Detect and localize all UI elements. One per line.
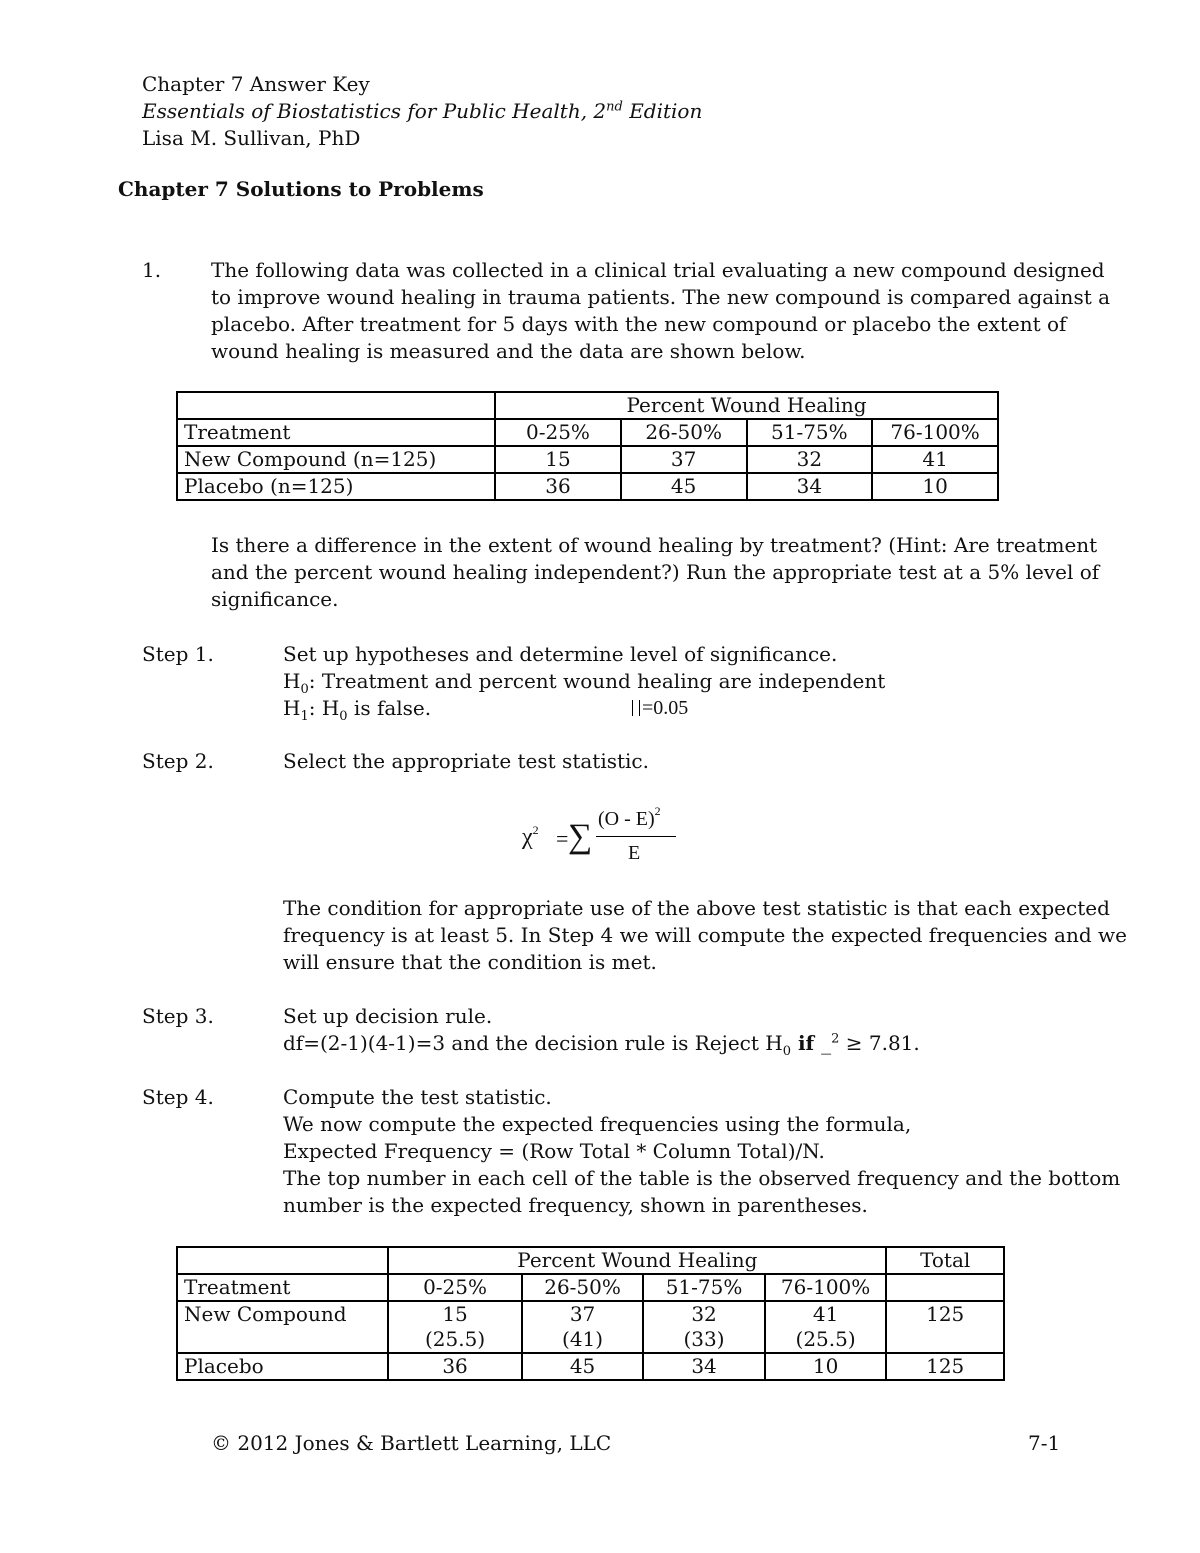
header-author: Lisa M. Sullivan, PhD: [142, 126, 361, 150]
data-table-2: [176, 1246, 1005, 1381]
table2-cell: 15 (25.5): [388, 1301, 522, 1353]
table1-row-label: Placebo (n=125): [177, 473, 495, 500]
table2-cell: 37 (41): [522, 1301, 643, 1353]
header-title: Chapter 7 Answer Key: [142, 72, 370, 96]
table-row: [177, 1247, 1004, 1274]
question-line: Is there a difference in the extent of wound healing by treatment? (Hint: Are treatment: [211, 533, 1098, 557]
step4-line: Expected Frequency = (Row Total * Column Total)/N.: [283, 1139, 825, 1163]
step4-line: The top number in each cell of the table is the observed frequency and the bottom: [283, 1166, 1121, 1190]
table1-col: 0-25%: [495, 419, 621, 446]
table2-col: 51-75%: [643, 1274, 764, 1301]
step1-body: [283, 641, 885, 722]
table1-cell: 34: [747, 473, 873, 500]
formula-chi: $\chi^2$: [522, 823, 539, 850]
intro-line: to improve wound healing in trauma patients. The new compound is compared against a: [211, 285, 1111, 309]
problem-intro: [211, 257, 1110, 365]
intro-line: placebo. After treatment for 5 days with the new compound or placebo the extent of: [211, 312, 1067, 336]
footer-page-number: 7-1: [1028, 1431, 1061, 1455]
table2-col: 76-100%: [765, 1274, 887, 1301]
table-row: [177, 446, 998, 473]
formula-equals: =: [556, 826, 569, 851]
alpha-level: =0.05: [632, 695, 688, 722]
table1-cell: 10: [872, 473, 998, 500]
table-row: [177, 1274, 1004, 1301]
table2-row-header: Treatment: [177, 1274, 388, 1301]
step3-label: Step 3.: [142, 1004, 214, 1028]
table1-cell: 36: [495, 473, 621, 500]
table2-cell: 45: [522, 1353, 643, 1380]
table1-row-header: Treatment: [177, 419, 495, 446]
header-book-title: Essentials of Biostatistics for Public Health, 2nd Edition: [142, 99, 703, 123]
table1-row-label: New Compound (n=125): [177, 446, 495, 473]
formula-numerator: (O - E)$^2$: [598, 804, 661, 830]
table1-col: 26-50%: [621, 419, 747, 446]
table2-group-header: Percent Wound Healing: [388, 1247, 886, 1274]
fraction-bar: [596, 836, 676, 837]
step4-line: Compute the test statistic.: [283, 1085, 552, 1109]
table1-group-header: Percent Wound Healing: [495, 392, 998, 419]
table2-cell: 36: [388, 1353, 522, 1380]
step1-line: Set up hypotheses and determine level of significance.: [283, 642, 838, 666]
table1-col: 76-100%: [872, 419, 998, 446]
section-title: Chapter 7 Solutions to Problems: [118, 177, 484, 201]
question-line: significance.: [211, 587, 339, 611]
table-row: [177, 419, 998, 446]
problem-number: 1.: [142, 258, 162, 282]
table-row: [177, 1301, 1004, 1353]
table2-cell: 41 (25.5): [765, 1301, 887, 1353]
table2-total-cell: 125: [886, 1301, 1004, 1353]
table1-cell: 32: [747, 446, 873, 473]
step4-body: [283, 1084, 1120, 1219]
table2-col: 26-50%: [522, 1274, 643, 1301]
table1-cell: 45: [621, 473, 747, 500]
step4-line: number is the expected frequency, shown in parentheses.: [283, 1193, 868, 1217]
table2-col: 0-25%: [388, 1274, 522, 1301]
condition-line: frequency is at least 5. In Step 4 we will compute the expected frequencies and we: [283, 923, 1127, 947]
table2-cell: 32 (33): [643, 1301, 764, 1353]
table-row: [177, 392, 998, 419]
h1-hypothesis: $H_1$: $H_0$ is false.: [283, 696, 432, 724]
step2-label: Step 2.: [142, 749, 214, 773]
table2-total-header: Total: [886, 1247, 1004, 1274]
h0-hypothesis: $H_0$: Treatment and percent wound healing are independent: [283, 669, 886, 697]
footer-copyright: © 2012 Jones & Bartlett Learning, LLC: [211, 1431, 612, 1455]
problem-question: [211, 532, 1099, 613]
missing-glyph-icon: [632, 700, 640, 716]
condition-line: The condition for appropriate use of the above test statistic is that each expected: [283, 896, 1110, 920]
decision-rule: df=(2-1)(4-1)=3 and the decision rule is Reject $H_0$ if _$^2$ ≥ 7.81.: [283, 1031, 920, 1059]
table2-row-label: Placebo: [177, 1353, 388, 1380]
table1-cell: 37: [621, 446, 747, 473]
table-row: [177, 473, 998, 500]
table1-cell: 15: [495, 446, 621, 473]
step3-body: [283, 1003, 920, 1057]
table2-row-label: New Compound: [177, 1301, 388, 1353]
step3-line: Set up decision rule.: [283, 1004, 493, 1028]
table-row: [177, 1353, 1004, 1380]
table1-cell: 41: [872, 446, 998, 473]
formula-sum-symbol: ∑: [568, 818, 593, 855]
step2-condition: [283, 895, 1127, 976]
table1-col: 51-75%: [747, 419, 873, 446]
step2-line: Select the appropriate test statistic.: [283, 749, 649, 773]
condition-line: will ensure that the condition is met.: [283, 950, 657, 974]
data-table-1: [176, 391, 999, 501]
intro-line: wound healing is measured and the data are shown below.: [211, 339, 806, 363]
formula-denominator: E: [628, 842, 641, 864]
table2-cell: 34: [643, 1353, 764, 1380]
table2-cell: 10: [765, 1353, 887, 1380]
step4-line: We now compute the expected frequencies using the formula,: [283, 1112, 912, 1136]
step1-label: Step 1.: [142, 642, 214, 666]
question-line: and the percent wound healing independent?) Run the appropriate test at a 5% level of: [211, 560, 1100, 584]
step4-label: Step 4.: [142, 1085, 214, 1109]
intro-line: The following data was collected in a clinical trial evaluating a new compound designed: [211, 258, 1105, 282]
table2-total-cell: 125: [886, 1353, 1004, 1380]
